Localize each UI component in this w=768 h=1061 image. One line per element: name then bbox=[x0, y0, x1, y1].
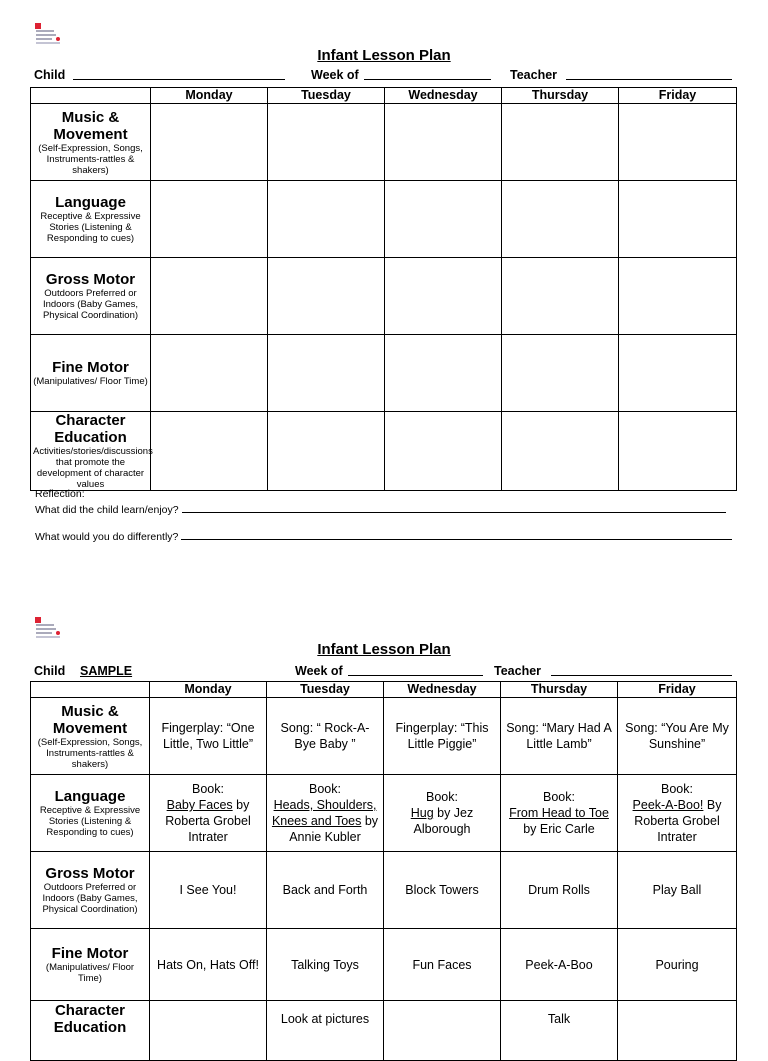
plan-cell[interactable] bbox=[384, 1001, 501, 1061]
category-title: Gross Motor bbox=[45, 271, 136, 288]
table-row bbox=[31, 929, 737, 1001]
book-prefix: Book: bbox=[543, 790, 575, 804]
category-desc: Receptive & Expressive Stories (Listening & Responding to cues) bbox=[39, 805, 141, 838]
plan-cell[interactable] bbox=[384, 852, 501, 929]
plan-cell[interactable] bbox=[268, 104, 385, 181]
plan-cell[interactable] bbox=[151, 412, 268, 491]
plan-cell[interactable] bbox=[267, 1001, 384, 1061]
corner-cell bbox=[31, 88, 151, 104]
category-cell bbox=[31, 698, 150, 775]
week-field[interactable] bbox=[348, 664, 483, 679]
plan-cell[interactable] bbox=[384, 929, 501, 1001]
answer-line[interactable] bbox=[181, 529, 732, 540]
plan-cell[interactable] bbox=[150, 698, 267, 775]
category-cell bbox=[31, 929, 150, 1001]
category-title: Character Education bbox=[54, 412, 127, 446]
plan-cell[interactable] bbox=[618, 698, 737, 775]
plan-cell[interactable] bbox=[268, 335, 385, 412]
activity-text: Hats On, Hats Off! bbox=[157, 957, 259, 972]
corner-cell bbox=[31, 682, 150, 698]
category-desc: (Self-Expression, Songs, Instruments-rattles & shakers) bbox=[38, 142, 143, 176]
category-cell bbox=[31, 1001, 150, 1061]
activity-text: Play Ball bbox=[652, 883, 702, 897]
day-header: Friday bbox=[619, 88, 737, 104]
plan-cell[interactable] bbox=[268, 181, 385, 258]
child-label: Child bbox=[34, 68, 66, 82]
logo-image bbox=[34, 616, 62, 640]
activity-text: Song: “ Rock-A-Bye Baby ” bbox=[280, 721, 370, 751]
category-title: Gross Motor bbox=[45, 865, 135, 882]
plan-cell[interactable] bbox=[501, 698, 618, 775]
category-title: Music & Movement bbox=[53, 108, 128, 143]
plan-cell[interactable] bbox=[150, 1001, 267, 1061]
teacher-field[interactable] bbox=[551, 664, 732, 679]
reflection-question-2 bbox=[35, 529, 732, 544]
book-title: Baby Faces bbox=[166, 798, 233, 812]
category-desc: (Manipulatives/ Floor Time) bbox=[45, 962, 135, 984]
category-cell bbox=[31, 104, 151, 181]
book-prefix: Book: bbox=[192, 782, 224, 796]
plan-cell[interactable] bbox=[151, 258, 268, 335]
table-row bbox=[31, 104, 737, 181]
teacher-field[interactable] bbox=[566, 68, 732, 83]
category-title: Fine Motor bbox=[52, 359, 129, 376]
activity-text: Back and Forth bbox=[282, 883, 368, 897]
category-cell bbox=[31, 775, 150, 852]
day-header: Monday bbox=[151, 88, 268, 104]
activity-text: I See You! bbox=[179, 883, 237, 897]
reflection-question-1 bbox=[35, 502, 726, 517]
week-label: Week of bbox=[295, 664, 343, 678]
plan-cell[interactable] bbox=[502, 181, 619, 258]
plan-cell[interactable] bbox=[384, 775, 501, 852]
book-prefix: Book: bbox=[426, 790, 458, 804]
book-entry bbox=[384, 789, 500, 837]
activity-text: Talking Toys bbox=[291, 957, 359, 972]
category-title: Character Education bbox=[53, 1002, 127, 1036]
book-author: by Roberta Grobel Intrater bbox=[165, 798, 251, 844]
category-title: Language bbox=[55, 194, 126, 211]
activity-text: Peek-A-Boo bbox=[525, 957, 593, 972]
table-header-row bbox=[31, 88, 737, 104]
plan-cell[interactable] bbox=[501, 929, 618, 1001]
activity-text: Drum Rolls bbox=[528, 883, 590, 897]
table-row bbox=[31, 335, 737, 412]
book-title: From Head to Toe bbox=[509, 806, 609, 820]
plan-cell[interactable] bbox=[618, 852, 737, 929]
book-title: Heads, Shoulders, Knees and Toes bbox=[271, 798, 377, 828]
table-row bbox=[31, 1001, 737, 1061]
table-row bbox=[31, 412, 737, 491]
plan-cell[interactable] bbox=[502, 258, 619, 335]
page-title: Infant Lesson Plan bbox=[317, 47, 451, 64]
plan-cell[interactable] bbox=[619, 335, 737, 412]
question-text: What would you do differently? bbox=[35, 531, 179, 543]
plan-cell[interactable] bbox=[501, 775, 618, 852]
table-header-row bbox=[31, 682, 737, 698]
book-entry bbox=[618, 781, 736, 845]
plan-cell[interactable] bbox=[618, 1001, 737, 1061]
plan-cell[interactable] bbox=[151, 335, 268, 412]
book-prefix: Book: bbox=[309, 782, 341, 796]
day-header: Tuesday bbox=[267, 682, 384, 698]
plan-cell[interactable] bbox=[151, 181, 268, 258]
day-header: Wednesday bbox=[384, 682, 501, 698]
teacher-label: Teacher bbox=[494, 664, 542, 678]
activity-text: Look at pictures bbox=[280, 1012, 370, 1026]
activity-text: Talk bbox=[547, 1012, 571, 1026]
category-desc: Outdoors Preferred or Indoors (Baby Games, Physical Coordination) bbox=[42, 288, 139, 321]
plan-cell[interactable] bbox=[385, 104, 502, 181]
plan-cell[interactable] bbox=[151, 104, 268, 181]
child-label: Child bbox=[34, 664, 66, 678]
week-label: Week of bbox=[311, 68, 359, 82]
category-desc: (Self-Expression, Songs, Instruments-rattles & shakers) bbox=[37, 736, 143, 770]
book-prefix: Book: bbox=[661, 782, 693, 796]
plan-cell[interactable] bbox=[502, 335, 619, 412]
plan-cell[interactable] bbox=[150, 775, 267, 852]
book-author: by Eric Carle bbox=[523, 822, 595, 836]
category-desc: (Manipulatives/ Floor Time) bbox=[33, 376, 148, 387]
category-desc: Outdoors Preferred or Indoors (Baby Games, Physical Coordination) bbox=[42, 882, 138, 915]
lesson-plan-table bbox=[30, 87, 737, 491]
child-value[interactable]: SAMPLE bbox=[80, 664, 133, 678]
plan-cell[interactable] bbox=[150, 852, 267, 929]
category-cell bbox=[31, 852, 150, 929]
activity-text: Song: “You Are My Sunshine” bbox=[625, 721, 729, 751]
plan-cell[interactable] bbox=[619, 258, 737, 335]
plan-cell[interactable] bbox=[619, 104, 737, 181]
activity-text: Pouring bbox=[655, 957, 699, 972]
plan-cell[interactable] bbox=[267, 775, 384, 852]
reflection-label: Reflection: bbox=[35, 488, 85, 500]
plan-cell[interactable] bbox=[268, 258, 385, 335]
category-cell bbox=[31, 412, 151, 491]
teacher-label: Teacher bbox=[510, 68, 558, 82]
day-header: Tuesday bbox=[268, 88, 385, 104]
plan-cell[interactable] bbox=[502, 412, 619, 491]
question-text: What did the child learn/enjoy? bbox=[35, 504, 179, 516]
header-fields bbox=[34, 68, 734, 84]
logo-image bbox=[34, 22, 62, 46]
activity-text: Fingerplay: “This Little Piggie” bbox=[395, 721, 489, 751]
week-field[interactable] bbox=[364, 68, 491, 83]
child-field[interactable] bbox=[73, 68, 285, 83]
table-row bbox=[31, 775, 737, 852]
sample-plan-table bbox=[30, 681, 737, 1061]
plan-cell[interactable] bbox=[268, 412, 385, 491]
plan-cell[interactable] bbox=[618, 929, 737, 1001]
table-row bbox=[31, 258, 737, 335]
category-title: Music & Movement bbox=[52, 702, 128, 737]
book-author: by Annie Kubler bbox=[289, 814, 379, 844]
plan-cell[interactable] bbox=[619, 181, 737, 258]
activity-text: Block Towers bbox=[405, 883, 479, 897]
category-desc: Activities/stories/discussions that promote the development of character values bbox=[33, 446, 153, 490]
book-author: By Roberta Grobel Intrater bbox=[634, 798, 722, 844]
header-fields bbox=[34, 664, 734, 680]
plan-cell[interactable] bbox=[385, 258, 502, 335]
book-title: Peek-A-Boo! bbox=[632, 798, 704, 812]
plan-cell[interactable] bbox=[267, 698, 384, 775]
plan-cell[interactable] bbox=[150, 929, 267, 1001]
table-row bbox=[31, 698, 737, 775]
category-desc: Receptive & Expressive Stories (Listening & Responding to cues) bbox=[40, 211, 141, 244]
activity-text: Song: “Mary Had A Little Lamb” bbox=[506, 721, 612, 751]
category-cell bbox=[31, 335, 151, 412]
day-header: Thursday bbox=[501, 682, 618, 698]
day-header: Wednesday bbox=[385, 88, 502, 104]
table-row bbox=[31, 852, 737, 929]
plan-cell[interactable] bbox=[267, 852, 384, 929]
plan-cell[interactable] bbox=[384, 698, 501, 775]
category-cell bbox=[31, 258, 151, 335]
page-title: Infant Lesson Plan bbox=[317, 641, 451, 658]
activity-text: Fingerplay: “One Little, Two Little” bbox=[161, 721, 255, 751]
book-title: Hug bbox=[410, 806, 434, 820]
category-cell bbox=[31, 181, 151, 258]
day-header: Friday bbox=[618, 682, 737, 698]
book-entry bbox=[501, 789, 617, 837]
plan-cell[interactable] bbox=[385, 335, 502, 412]
activity-text: Fun Faces bbox=[412, 957, 472, 972]
category-title: Language bbox=[54, 788, 126, 805]
plan-cell[interactable] bbox=[385, 181, 502, 258]
answer-line[interactable] bbox=[182, 502, 726, 513]
table-row bbox=[31, 181, 737, 258]
plan-cell[interactable] bbox=[267, 929, 384, 1001]
plan-cell[interactable] bbox=[619, 412, 737, 491]
plan-cell[interactable] bbox=[385, 412, 502, 491]
book-entry bbox=[150, 781, 266, 845]
category-title: Fine Motor bbox=[51, 945, 129, 962]
plan-cell[interactable] bbox=[501, 1001, 618, 1061]
plan-cell[interactable] bbox=[501, 852, 618, 929]
plan-cell[interactable] bbox=[502, 104, 619, 181]
day-header: Thursday bbox=[502, 88, 619, 104]
book-entry bbox=[267, 781, 383, 845]
day-header: Monday bbox=[150, 682, 267, 698]
book-author: by Jez Alborough bbox=[413, 806, 474, 836]
plan-cell[interactable] bbox=[618, 775, 737, 852]
